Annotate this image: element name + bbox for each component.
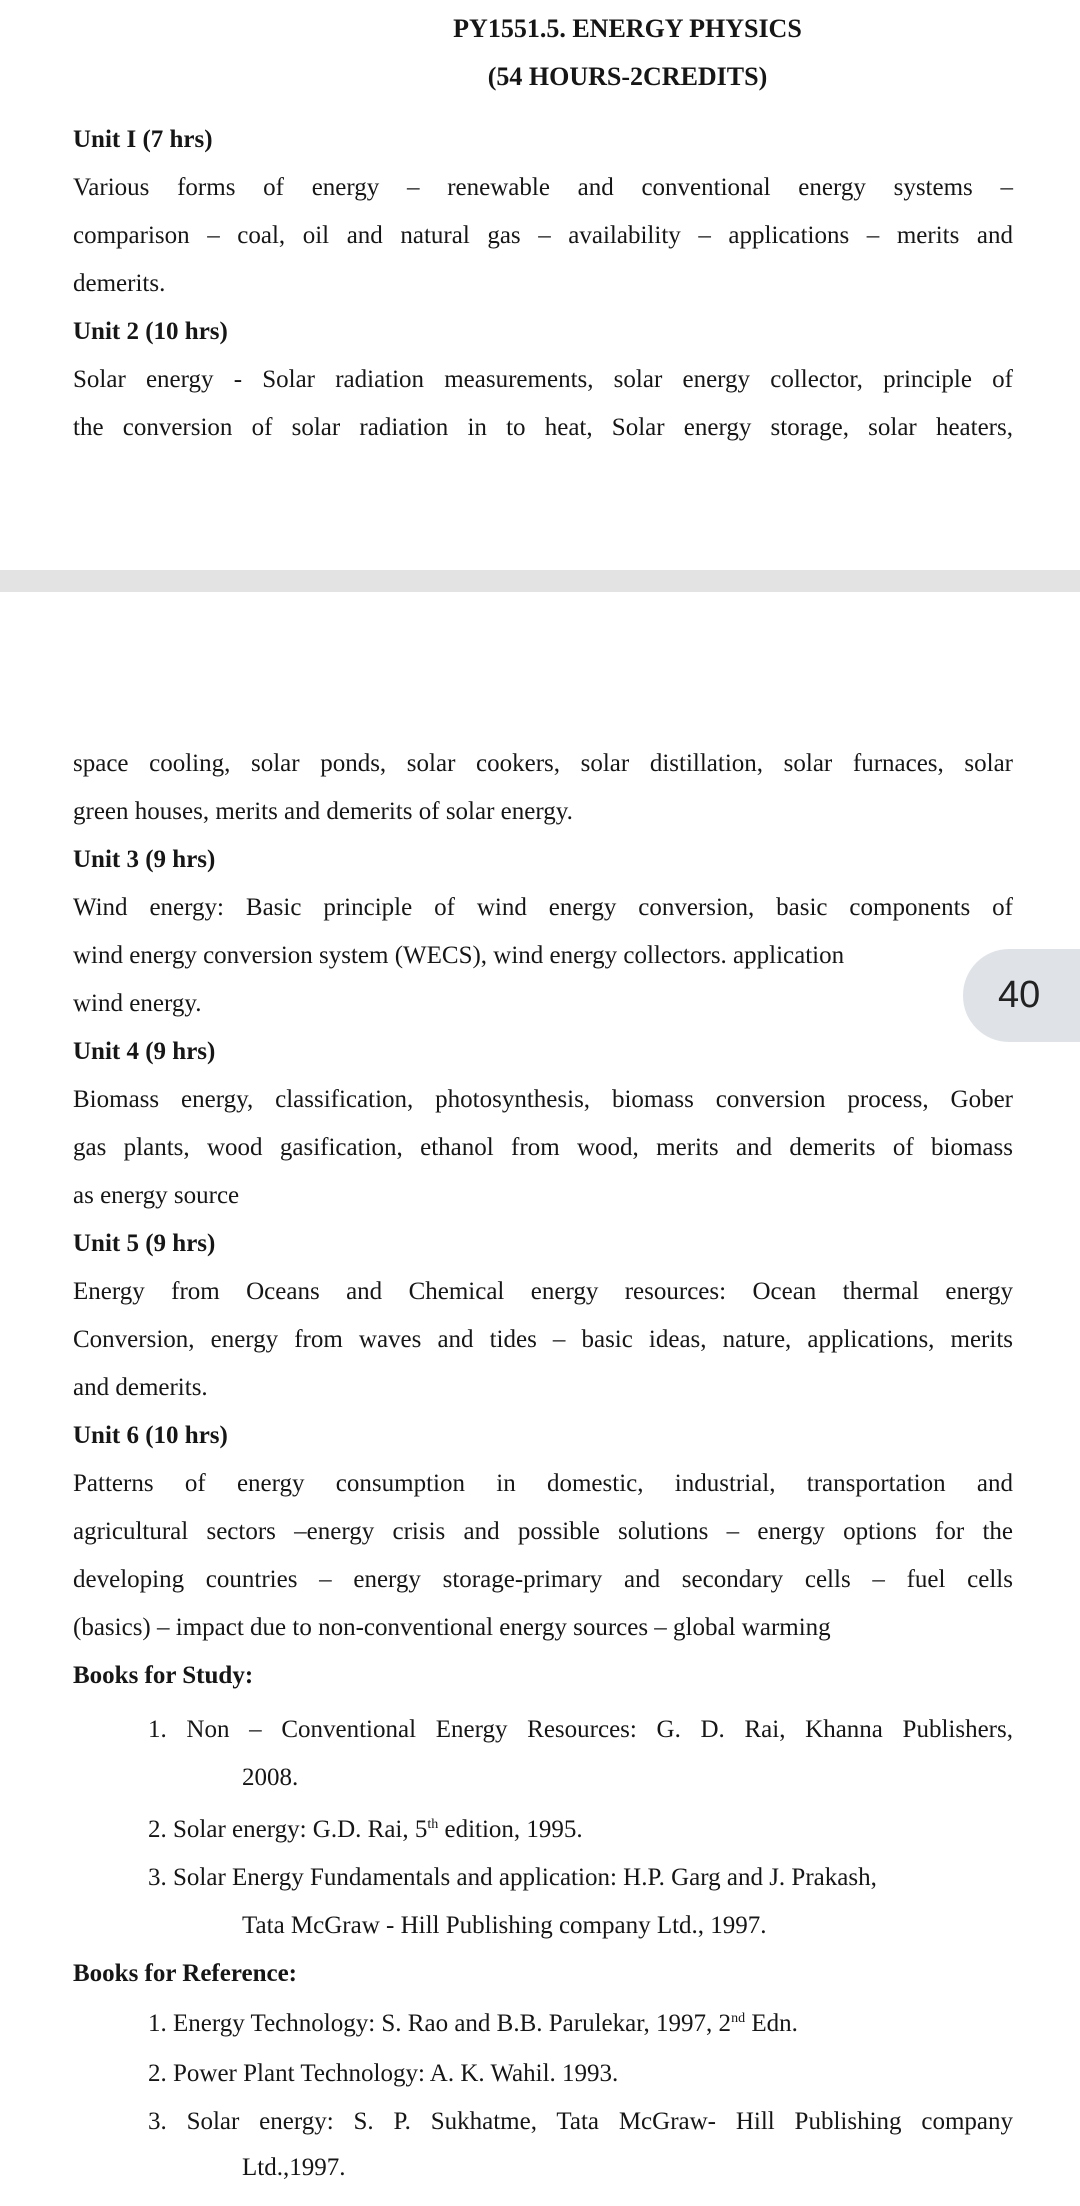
books-reference-heading: Books for Reference: — [73, 1960, 298, 1987]
unit-4-line: gas plants, wood gasification, ethanol from wood, merits and demerits of biomass — [73, 1134, 1013, 1161]
unit-6-line: developing countries – energy storage-primary and secondary cells – fuel cells — [73, 1566, 1013, 1593]
book-reference-item-cont: Ltd.,1997. — [242, 2154, 346, 2181]
unit-6-line: agricultural sectors –energy crisis and possible solutions – energy options for the — [73, 1518, 1013, 1545]
document-page-top — [0, 0, 1080, 570]
unit-2-line: Solar energy - Solar radiation measurements, solar energy collector, principle of — [73, 366, 1013, 393]
unit-5-line: Energy from Oceans and Chemical energy resources: Ocean thermal energy — [73, 1278, 1013, 1305]
unit-3-line: wind energy conversion system (WECS), wind energy collectors. application — [73, 942, 845, 969]
page-number-badge: 40 — [963, 949, 1080, 1042]
unit-3-line: wind energy. — [73, 990, 202, 1017]
course-credits: (54 HOURS-2CREDITS) — [487, 62, 768, 91]
unit-5-line: Conversion, energy from waves and tides – basic ideas, nature, applications, merits — [73, 1326, 1013, 1353]
unit-5-line: and demerits. — [73, 1374, 208, 1401]
unit-4-line: Biomass energy, classification, photosynthesis, biomass conversion process, Gober — [73, 1086, 1013, 1113]
books-study-heading: Books for Study: — [73, 1662, 254, 1689]
unit-1-line: comparison – coal, oil and natural gas – availability – applications – merits and — [73, 222, 1013, 249]
book-reference-item: 2. Power Plant Technology: A. K. Wahil. 1993. — [148, 2060, 619, 2087]
book-study-item: 1. Non – Conventional Energy Resources: G. D. Rai, Khanna Publishers, — [148, 1716, 1013, 1743]
unit-2-line: green houses, merits and demerits of solar energy. — [73, 798, 573, 825]
book-study-item-cont: 2008. — [242, 1764, 299, 1791]
course-title: PY1551.5. ENERGY PHYSICS — [453, 14, 802, 43]
unit-4-line: as energy source — [73, 1182, 240, 1209]
unit-1-line: Various forms of energy – renewable and conventional energy systems – — [73, 174, 1013, 201]
unit-2-line: the conversion of solar radiation in to heat, Solar energy storage, solar heaters, — [73, 414, 1013, 441]
unit-6-line: Patterns of energy consumption in domestic, industrial, transportation and — [73, 1470, 1013, 1497]
unit-1-heading: Unit I (7 hrs) — [73, 126, 213, 153]
unit-5-heading: Unit 5 (9 hrs) — [73, 1230, 216, 1257]
book-reference-item: 1. Energy Technology: S. Rao and B.B. Parulekar, 1997, 2nd Edn. — [148, 2010, 798, 2037]
unit-3-heading: Unit 3 (9 hrs) — [73, 846, 216, 873]
book-study-item-cont: Tata McGraw - Hill Publishing company Ltd., 1997. — [242, 1912, 767, 1939]
unit-6-heading: Unit 6 (10 hrs) — [73, 1422, 228, 1449]
book-reference-item: 3. Solar energy: S. P. Sukhatme, Tata McGraw- Hill Publishing company — [148, 2108, 1013, 2135]
unit-2-heading: Unit 2 (10 hrs) — [73, 318, 228, 345]
unit-3-line: Wind energy: Basic principle of wind energy conversion, basic components of — [73, 894, 1013, 921]
unit-6-line: (basics) – impact due to non-conventional energy sources – global warming — [73, 1614, 831, 1641]
page-separator — [0, 570, 1080, 592]
unit-4-heading: Unit 4 (9 hrs) — [73, 1038, 216, 1065]
unit-1-line: demerits. — [73, 270, 166, 297]
unit-2-line: space cooling, solar ponds, solar cookers, solar distillation, solar furnaces, solar — [73, 750, 1013, 777]
book-study-item: 3. Solar Energy Fundamentals and application: H.P. Garg and J. Prakash, — [148, 1864, 877, 1891]
book-study-item: 2. Solar energy: G.D. Rai, 5th edition, 1995. — [148, 1816, 583, 1843]
